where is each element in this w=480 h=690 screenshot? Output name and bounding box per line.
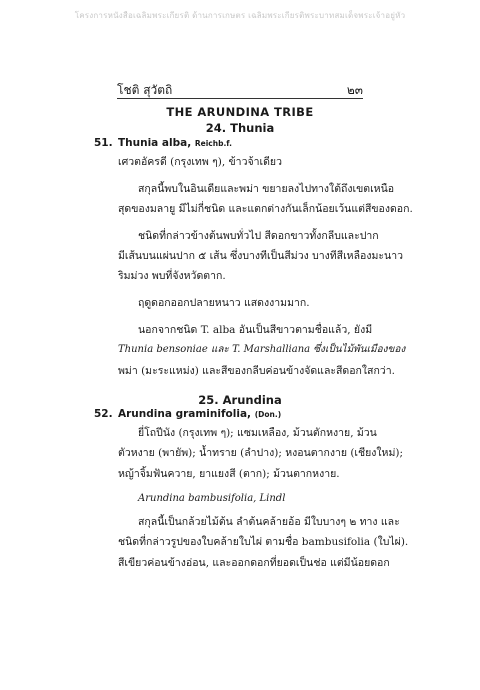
- tribe-title: THE ARUNDINA TRIBE: [166, 105, 314, 119]
- text-line: พม่า (มะระแหม่ง) และสีของกลีบค่อนข้างจัดและสีดอกใสกว่า.: [118, 365, 395, 377]
- entry-51-number: 51.: [94, 137, 113, 149]
- text-line: หญ้าจิ้มฟันควาย, ยาแยงสี (ตาก); ม้วนตากหงาย.: [118, 468, 340, 480]
- text-line: มีเส้นบนแผ่นปาก ๕ เส้น ซึ่งบางทีเป็นสีม่วง บางทีสีเหลืองมะนาว: [118, 250, 404, 262]
- text-line: ตัวหงาย (พายัพ); น้ำทราย (ลำปาง); หงอนตากงาย (เชียงใหม่);: [118, 447, 404, 459]
- text-line: ชนิดที่กล่าวรูปของใบคล้ายใบไผ่ ตามชื่อ bambusifolia (ใบไผ่).: [118, 536, 409, 548]
- running-head-author: โชติ สุวัตถิ: [117, 83, 173, 97]
- entry-52-number: 52.: [94, 408, 113, 420]
- text-line: นอกจากชนิด T. alba อันเป็นสีขาวตามชื่อแล้ว, ยังมี: [138, 324, 373, 336]
- text-line: ชนิดที่กล่าวข้างต้นพบทั่วไป สีดอกขาวทั้งกลีบและปาก: [138, 230, 379, 242]
- text-line: Arundina bambusifolia, Lindl: [138, 493, 286, 504]
- species-name: Arundina graminifolia,: [118, 408, 252, 420]
- header-watermark: โครงการหนังสือเฉลิมพระเกียรติ ด้านการเกษตร เฉลิมพระเกียรติพระบาทสมเด็จพระเจ้าอยู่หัว: [74, 11, 406, 20]
- text-line: เศวตอัครดี (กรุงเทพ ๆ), ข้าวจ้าเดียว: [118, 156, 282, 168]
- text-line: ยี่โถปีนัง (กรุงเทพ ๆ); แซมเหลือง, ม้วนตักหงาย, ม้วน: [138, 427, 377, 439]
- running-head-rule: [117, 98, 363, 99]
- section-25-title: 25. Arundina: [198, 393, 282, 407]
- entry-51-species: [118, 137, 232, 149]
- text-line: สุดของมลายู มีไม่กี่ชนิด และแตกต่างกันเล็กน้อยเว้นแต่สีของดอก.: [118, 203, 413, 215]
- text-line: สกุลนี้เป็นกล้วยไม้ต้น ลำต้นคล้ายอ้อ มีใบบางๆ ๒ ทาง และ: [138, 516, 400, 528]
- running-head-page-number: ๒๓: [346, 83, 363, 97]
- text-line: สกุลนี้พบในอินเดียและพม่า ขยายลงไปทางใต้ถึงเขตเหนือ: [138, 183, 395, 195]
- species-name: Thunia alba,: [118, 137, 192, 149]
- text-line: ฤดูดอกออกปลายหนาว แสดงงามมาก.: [138, 297, 310, 309]
- text-line: ริมม่วง พบที่จังหวัดตาก.: [118, 270, 226, 282]
- entry-52-species: [118, 408, 281, 420]
- species-author: (Don.): [254, 410, 282, 419]
- section-24-title: 24. Thunia: [205, 121, 275, 135]
- text-line: สีเขียวค่อนข้างอ่อน, และออกดอกที่ยอดเป็นช่อ แต่มีน้อยดอก: [118, 557, 390, 569]
- text-line: Thunia bensoniae และ T. Marshalliana ซึ่งเป็นไม้พันเมืองของ: [118, 344, 406, 355]
- species-author: Reichb.f.: [194, 139, 232, 148]
